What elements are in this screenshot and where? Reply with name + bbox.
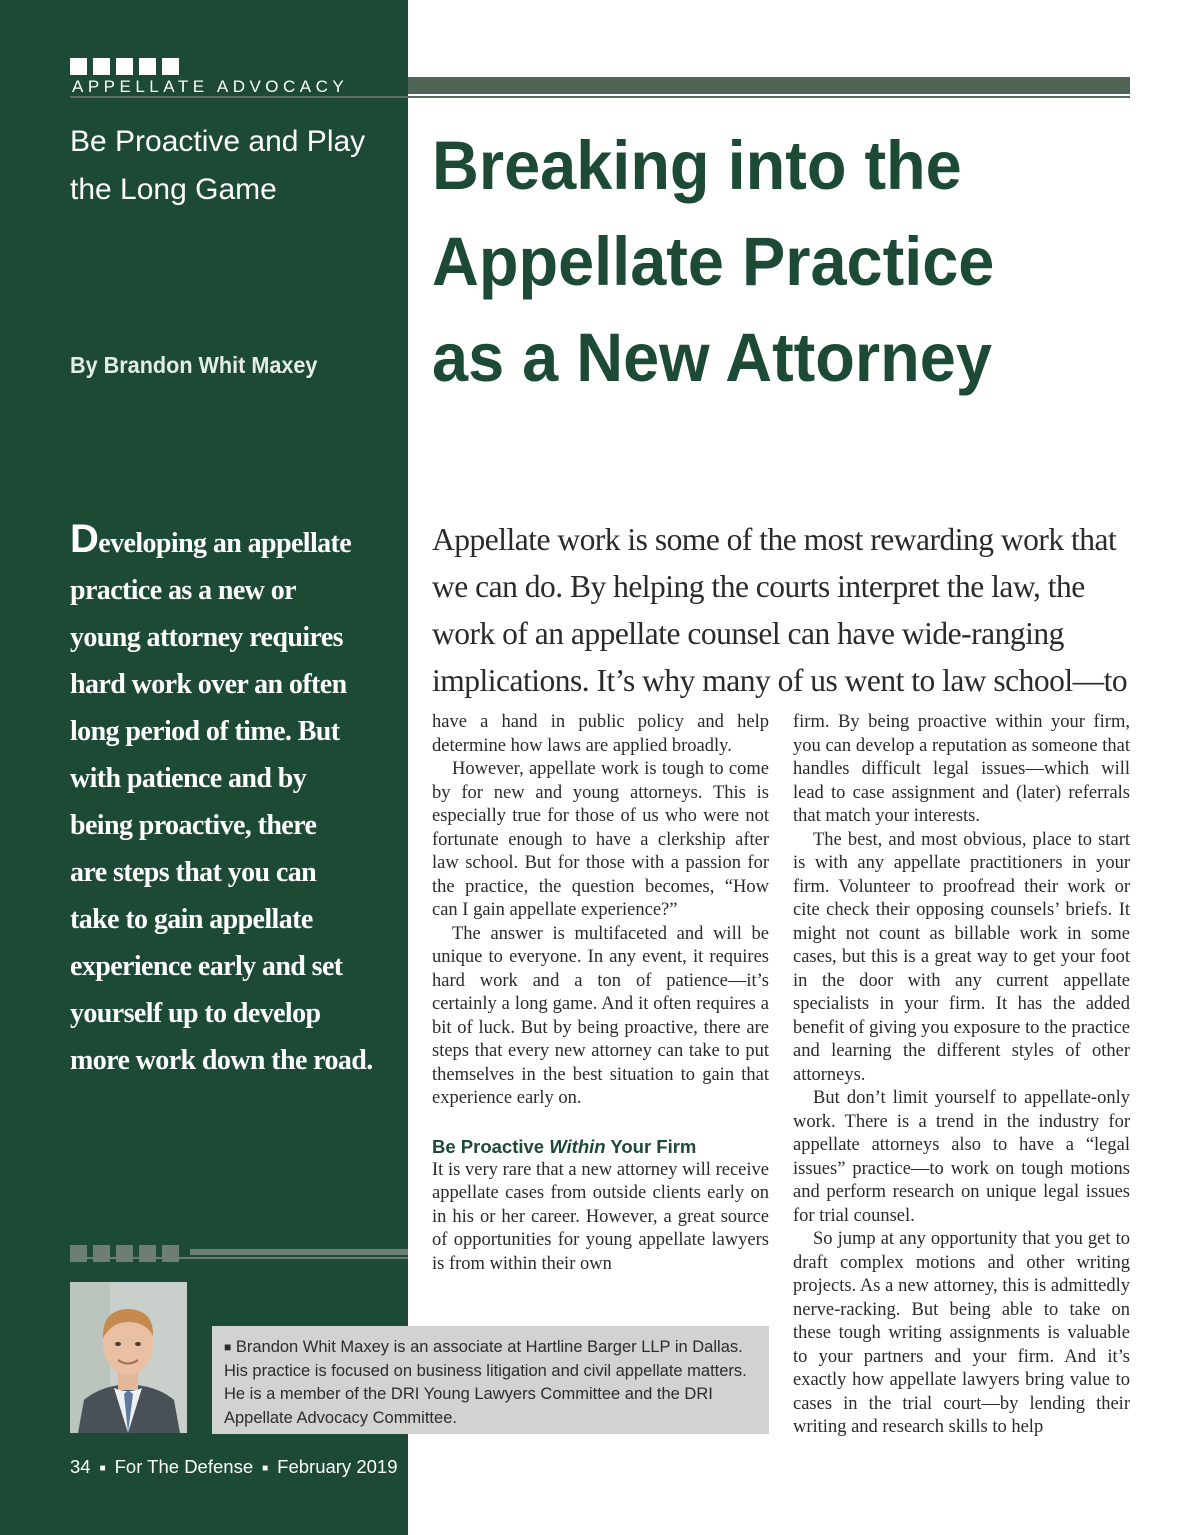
body-paragraph: have a hand in public policy and help determine how laws are applied broadly.	[432, 712, 769, 756]
body-paragraph: firm. By being proactive within your firm, you can develop a reputation as someone that handles difficult legal issues—which will lead to case assignment and (later) referrals that match your interests.	[793, 712, 1130, 826]
page-number: 34	[70, 1456, 91, 1477]
page-footer	[70, 1456, 397, 1478]
drop-cap: D	[70, 517, 99, 561]
pull-quote-line: yourself up to develop	[70, 998, 321, 1029]
body-paragraph: So jump at any opportunity that you get to draft complex motions and other writing projects. As a new attorney, this is admittedly nerve-racking. But being able to take on these tough writing assignments is valuable to your partners and your firm. And it’s exactly how appellate lawyers bring value to cases in the trial court—by lending their writing and research skills to help	[793, 1229, 1130, 1437]
footer-separator-icon: ■	[99, 1462, 106, 1474]
footer-separator-icon: ■	[262, 1462, 269, 1474]
decor-square	[139, 58, 156, 75]
article-headline	[432, 118, 1192, 406]
body-column-2	[793, 711, 1130, 1440]
lead-paragraph	[432, 516, 1132, 704]
author-photo	[70, 1282, 187, 1433]
body-paragraph: However, appellate work is tough to come by for new and young attorneys. This is especially true for those of us who were not fortunate enough to have a clerkship after law school. But for those with a passion for the practice, the question becomes, “How can I gain appellate experience?”	[432, 759, 769, 920]
decor-square	[162, 1245, 179, 1262]
body-paragraph: The answer is multifaceted and will be unique to everyone. In any event, it requires hard work and a ton of patience—it’s certainly a long game. And it often requires a bit of luck. But by being proactive, there are steps that every new attorney can take to put themselves in the best situation to gain that experience early on.	[432, 923, 769, 1108]
pull-quote-line: with patience and by	[70, 763, 307, 794]
decor-square	[116, 1245, 133, 1262]
pull-quote-line: young attorney requires	[70, 622, 343, 653]
pull-quote-line: practice as a new or	[70, 575, 296, 606]
decor-square	[70, 1245, 87, 1262]
pull-quote-line: are steps that you can	[70, 857, 317, 888]
pull-quote-line: Developing an appellate	[70, 517, 352, 561]
section-heading: Be Proactive Within Your Firm	[432, 1135, 697, 1157]
pull-quote-line: hard work over an often	[70, 669, 347, 700]
body-paragraph: It is very rare that a new attorney will receive appellate cases from outside clients early on in his or her career. However, a great source of opportunities for young appellate lawyers is from within their own	[432, 1159, 769, 1274]
section-header-bar	[408, 77, 1130, 94]
headline-line: Breaking into the	[432, 127, 962, 204]
pull-quote	[70, 516, 400, 1084]
decor-square	[93, 1245, 110, 1262]
pull-quote-line: being proactive, there	[70, 810, 317, 841]
lead-line: work of an appellate counsel can have wide-ranging	[432, 616, 1064, 651]
pull-quote-line: take to gain appellate	[70, 904, 313, 935]
decor-square	[139, 1245, 156, 1262]
bio-divider-bar	[190, 1249, 408, 1255]
author-bio-box	[212, 1326, 769, 1434]
publication-name: For The Defense	[114, 1456, 254, 1477]
lead-line: we can do. By helping the courts interpret the law, the	[432, 569, 1085, 604]
pull-quote-line: more work down the road.	[70, 1045, 373, 1076]
headline-line: Appellate Practice	[432, 223, 995, 300]
author-portrait-image	[70, 1282, 187, 1433]
section-label: APPELLATE ADVOCACY	[72, 77, 349, 96]
section-rule	[70, 96, 1130, 98]
bio-divider-rule	[70, 1257, 408, 1259]
body-column-1	[432, 711, 769, 1276]
article-subtitle: Be Proactive and Play the Long Game	[70, 125, 366, 206]
decor-square	[116, 58, 133, 75]
body-paragraph: The best, and most obvious, place to start is with any appellate practitioners in your firm. Volunteer to proofread their work or cite check their opposing counsels’ briefs. It might not count as billable work in some cases, but this is a great way to get your foot in the door with any current appellate specialists in your firm. It has the added benefit of giving you exposure to the practice and learning the different styles of other attorneys.	[793, 829, 1130, 1085]
pull-quote-line: experience early and set	[70, 951, 343, 982]
lead-line: Appellate work is some of the most rewarding work that	[432, 522, 1117, 557]
lead-line: implications. It’s why many of us went to law school—to	[432, 663, 1128, 698]
pull-quote-line: long period of time. But	[70, 716, 340, 747]
decor-square	[70, 58, 87, 75]
body-paragraph: But don’t limit yourself to appellate-only work. There is a trend in the industry for appellate attorneys also to have a “legal issues” practice—to work on tough motions and perform research on unique legal issues for trial counsel.	[793, 1088, 1130, 1226]
decorative-squares-bottom	[70, 1245, 179, 1262]
decor-square	[162, 58, 179, 75]
headline-line: as a New Attorney	[432, 319, 992, 396]
bio-bullet-icon: ■	[224, 1340, 232, 1354]
decorative-squares-top	[70, 58, 179, 75]
author-bio-text: Brandon Whit Maxey is an associate at Hartline Barger LLP in Dallas. His practice is focused on business litigation and civil appellate matters. He is a member of the DRI Young Lawyers Committee and the DRI Appellate Advocacy Committee.	[224, 1338, 747, 1427]
decor-square	[93, 58, 110, 75]
issue-date: February 2019	[277, 1456, 398, 1477]
article-byline: By Brandon Whit Maxey	[70, 352, 318, 378]
